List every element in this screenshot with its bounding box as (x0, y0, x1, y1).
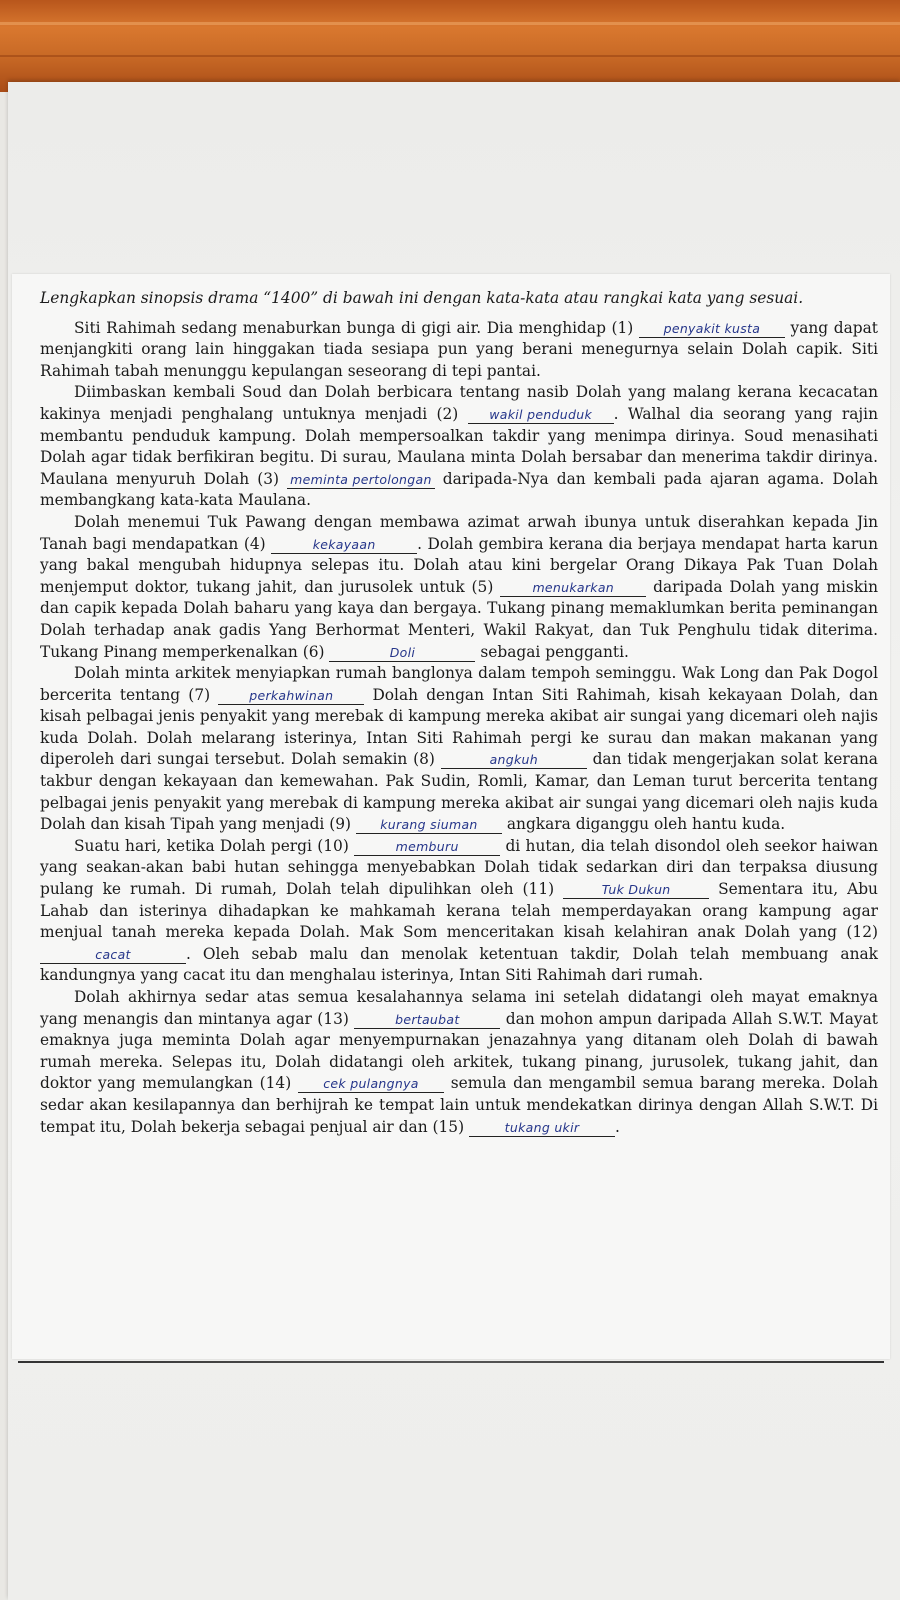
text-segment: Dolah minta arkitek menyiapkan rumah banglonya dalam tempoh seminggu. Wak Long dan Pak Dogol bercerita tentang (7) (40, 664, 878, 704)
paragraph-3 (40, 512, 878, 663)
answer-blank-2[interactable] (468, 406, 614, 424)
text-segment: dan mohon ampun daripada Allah S.W.T. Mayat emaknya juga meminta Dolah agar menyempurnakan jenazahnya yang ditanam oleh Dolah di bawah rumah mereka. Selepas itu, Dolah didatangi oleh arkitek, tukang pinang, jurusolek, tukang jahit, dan doktor yang memulangkan (14) (40, 1009, 878, 1093)
wooden-table (0, 0, 900, 92)
handwritten-answer: cacat (95, 946, 131, 962)
text-segment: dan tidak mengerjakan solat kerana takbur dengan kekayaan dan kemewahan. Pak Sudin, Romli, Kamar, dan Leman turut bercerita tentang pelbagai jenis penyakit yang merebak di kampung mereka akibat air sungai yang dicemari oleh najis kuda Dolah dan kisah Tipah yang menjadi (9) (40, 750, 878, 834)
handwritten-answer: penyakit kusta (663, 320, 761, 336)
text-segment: . Dolah gembira kerana dia berjaya mendapat harta karun yang bakal mengubah hidupnya selepas itu. Dolah atau kini bergelar Orang Dikaya Pak Tuan Dolah menjemput doktor, tukang jahit, dan jurusolek untuk (5) (40, 534, 878, 596)
text-segment: Dolah akhirnya sedar atas semua kesalahannya selama ini setelah didatangi oleh mayat emaknya yang menangis dan mintanya agar (13) (40, 988, 878, 1028)
text-segment: di hutan, dia telah disondol oleh seekor haiwan yang seakan-akan babi hutan sehingga menyebabkan Dolah tidak sedarkan diri dan terpaksa diusung pulang ke rumah. Di rumah, Dolah telah dipulihkan oleh (11) (40, 836, 878, 899)
text-segment: Suatu hari, ketika Dolah pergi (10) (74, 836, 349, 855)
paragraph-5 (40, 836, 878, 987)
handwritten-answer: perkahwinan (249, 687, 334, 703)
handwritten-answer: angkuh (489, 752, 538, 768)
handwritten-answer: memburu (395, 838, 459, 854)
answer-blank-8[interactable] (441, 751, 587, 769)
answer-blank-12[interactable] (40, 946, 186, 964)
bottom-rule (18, 1361, 884, 1363)
answer-blank-7[interactable] (218, 687, 364, 705)
handwritten-answer: tukang ukir (504, 1119, 580, 1135)
text-segment: . Oleh sebab malu dan menolak ketentuan takdir, Dolah telah membuang anak kandungnya yang cacat itu dan menghalau isterinya, Intan Siti Rahimah dari rumah. (40, 944, 878, 985)
text-segment: Diimbaskan kembali Soud dan Dolah berbicara tentang nasib Dolah yang malang kerana kecacatan kakinya menjadi penghalang untuknya menjadi (2) (40, 383, 878, 423)
handwritten-answer: kurang siuman (380, 817, 478, 833)
handwritten-answer: meminta pertolongan (290, 471, 432, 487)
handwritten-answer: Doli (389, 644, 416, 660)
text-segment: Sementara itu, Abu Lahab dan isterinya dihadapkan ke mahkamah kerana telah memperdayakan orang kampung agar menjual tanah mereka kepada Dolah. Mak Som menceritakan kisah kelahiran anak Dolah yang (12) (40, 880, 878, 942)
answer-blank-13[interactable] (354, 1011, 500, 1029)
paragraph-6 (40, 987, 878, 1138)
wood-grain (0, 22, 900, 25)
text-segment: yang dapat menjangkiti orang lain hinggakan tiada sesiapa pun yang berani menegurnya selain Dolah capik. Siti Rahimah tabah menunggu kepulangan seseorang di tepi pantai. (40, 318, 878, 380)
text-segment: semula dan mengambil semua barang mereka. Dolah sedar akan kesilapannya dan berhijrah ke tempat lain untuk mendekatkan dirinya dengan Allah S.W.T. Di tempat itu, Dolah bekerja sebagai penjual air dan (15) (40, 1074, 878, 1136)
handwritten-answer: menukarkan (532, 579, 615, 595)
paragraph-2 (40, 382, 878, 512)
paragraph-1 (40, 318, 878, 383)
answer-blank-3[interactable] (287, 471, 435, 489)
answer-blank-14[interactable] (298, 1075, 444, 1093)
handwritten-answer: bertaubat (395, 1011, 460, 1027)
handwritten-answer: cek pulangnya (323, 1076, 419, 1092)
answer-blank-9[interactable] (356, 816, 502, 834)
wood-grain (0, 55, 900, 57)
handwritten-answer: kekayaan (312, 536, 376, 552)
answer-blank-11[interactable] (563, 881, 709, 899)
handwritten-answer: wakil penduduk (489, 406, 592, 422)
text-segment: Dolah dengan Intan Siti Rahimah, kisah kekayaan Dolah, dan kisah pelbagai jenis penyakit yang merebak di kampung mereka akibat air sungai yang dicemari oleh najis kuda Dolah. Dolah melarang isterinya, Intan Siti Rahimah pergi ke surau dan makan makanan yang diperoleh dari sungai tersebut. Dolah semakin (8) (40, 685, 878, 769)
answer-blank-1[interactable] (639, 320, 785, 338)
instruction-text: Lengkapkan sinopsis drama “1400” di bawah ini dengan kata-kata atau rangkai kata yang sesuai. (40, 289, 804, 307)
handwritten-answer: Tuk Dukun (601, 882, 671, 898)
answer-blank-10[interactable] (354, 838, 500, 856)
text-segment: angkara diganggu oleh hantu kuda. (506, 815, 786, 834)
text-segment: Dolah menemui Tuk Pawang dengan membawa azimat arwah ibunya untuk diserahkan kepada Jin Tanah bagi mendapatkan (4) (40, 512, 878, 553)
paragraph-4 (40, 663, 878, 836)
text-segment: Siti Rahimah sedang menaburkan bunga di gigi air. Dia menghidap (1) (74, 318, 634, 337)
answer-blank-6[interactable] (329, 644, 475, 662)
text-segment: daripada Dolah yang miskin dan capik kepada Dolah baharu yang kaya dan bergaya. Tukang pinang memaklumkan berita peminangan Dolah terhadap anak gadis Yang Berhormat Menteri, Wakil Rakyat, dan Tuk Penghulu tidak diterima. Tukang Pinang memperkenalkan (6) (40, 577, 878, 661)
text-segment: sebagai pengganti. (480, 642, 629, 661)
answer-blank-15[interactable] (469, 1119, 615, 1137)
answer-blank-5[interactable] (500, 579, 646, 597)
text-segment: . (615, 1117, 620, 1136)
text-segment: . Walhal dia seorang yang rajin membantu penduduk kampung. Dolah mempersoalkan takdir yang menimpa dirinya. Soud menasihati Dolah agar tidak berfikiran begitu. Di surau, Maulana minta Dolah bersabar dan menerima takdir dirinya. Maulana menyuruh Dolah (3) (40, 404, 878, 488)
text-segment: daripada-Nya dan kembali pada ajaran agama. Dolah membangkang kata-kata Maulana. (40, 469, 879, 510)
answer-blank-4[interactable] (271, 536, 417, 554)
worksheet-content (40, 288, 878, 1138)
